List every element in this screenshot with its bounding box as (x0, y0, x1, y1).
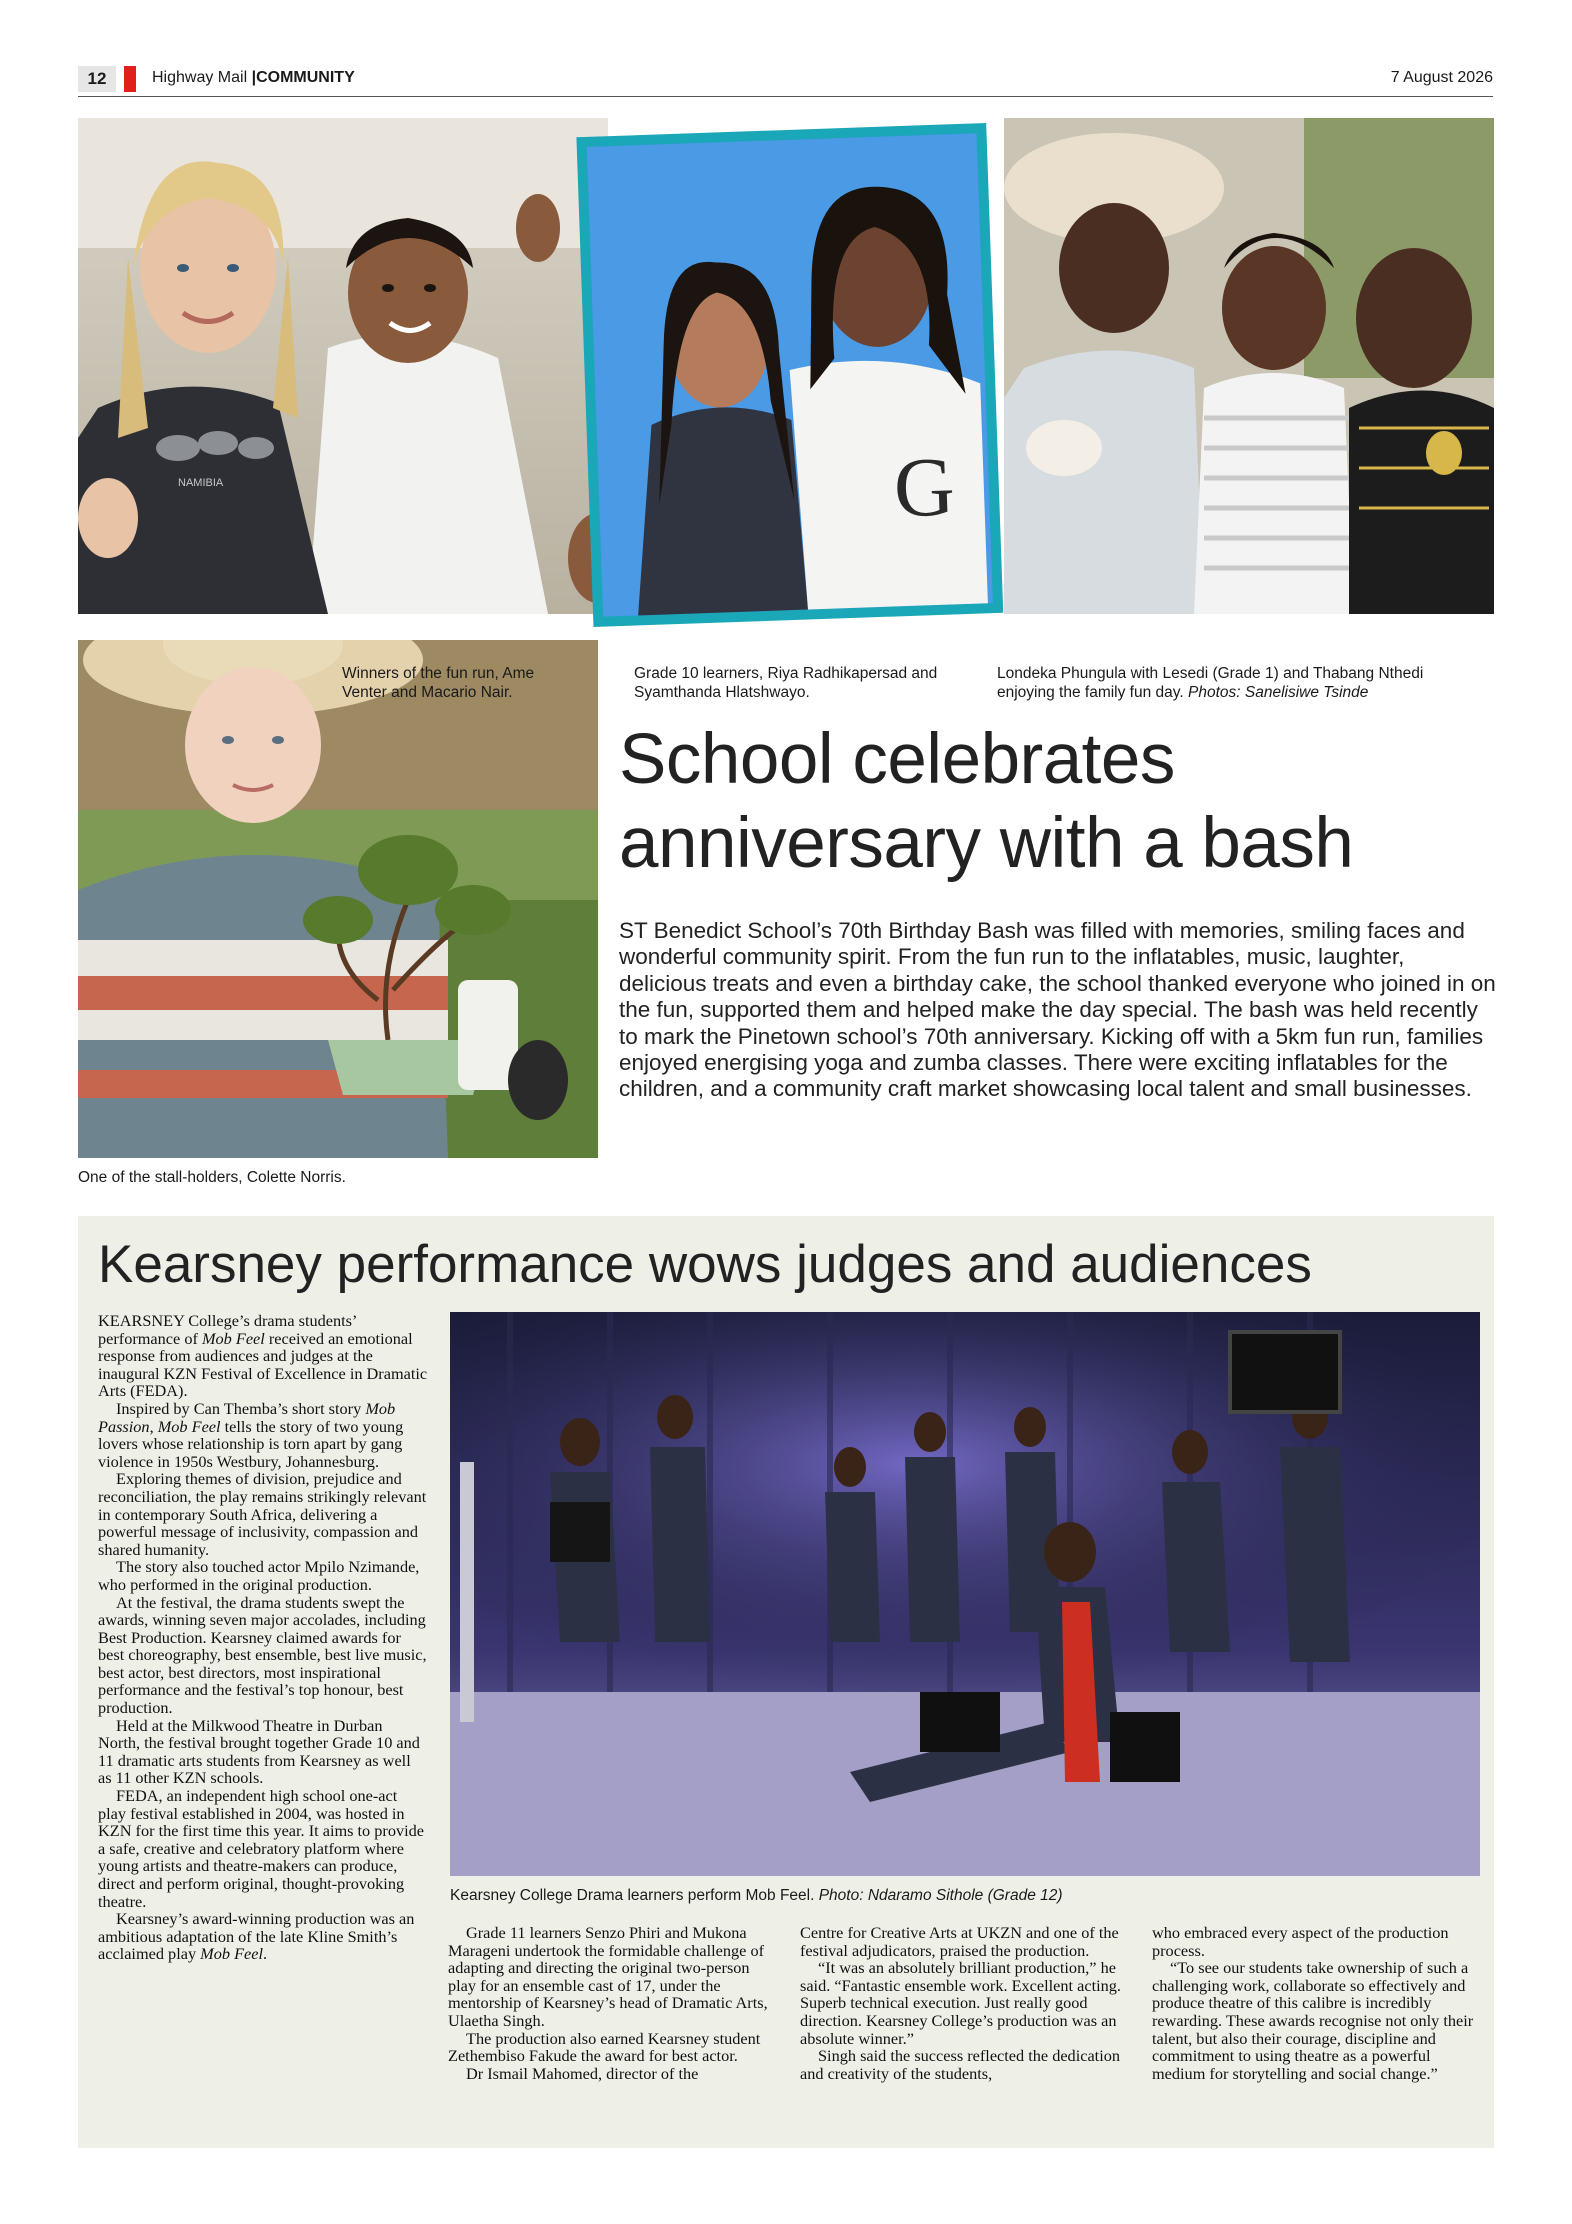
paragraph: who embraced every aspect of the production process. (1152, 1923, 1449, 1960)
text-run: KEARSNEY College’s drama students’ performance of (98, 1311, 357, 1348)
caption-drama-performance (450, 1886, 1480, 1905)
caption-fun-run-winners: Winners of the fun run, Ame Venter and Macario Nair. (342, 665, 535, 701)
photo-fun-run-winners (78, 118, 608, 614)
headline-line-2: anniversary with a bash (619, 804, 1354, 883)
paragraph (98, 1312, 428, 1400)
text-run: Inspired by Can Themba’s short story (116, 1398, 366, 1418)
section-color-marker (124, 66, 136, 92)
article2-box (78, 1216, 1494, 2148)
caption-text: Kearsney College Drama learners perform Mob Feel. (450, 1887, 815, 1904)
text-run: , (149, 1416, 158, 1436)
photo-stall-holder (78, 640, 598, 1158)
text-run: tells the story of two young lovers whose relationship is torn apart by gang violence in 1950s Westbury, Johannesburg. (98, 1416, 404, 1471)
paragraph: Singh said the success reflected the dedication and creativity of the students, (800, 2046, 1121, 2083)
paragraph: “To see our students take ownership of such a challenging work, collaborate so effectively and produce theatre of this calibre is incredibly rewarding. These awards recognise not only their talent, but also their courage, discipline and commitment to using theatre as a powerful medium for storytelling and social change.” (1152, 1958, 1474, 2083)
caption-grade10-learners: Grade 10 learners, Riya Radhikapersad and Syamthanda Hlatshwayo. (634, 665, 938, 701)
story-title: Mob Passion (98, 1398, 396, 1436)
photo-credit: Photo: Ndaramo Sithole (Grade 12) (818, 1887, 1063, 1904)
photo-credit: Photos: Sanelisiwe Tsinde (1188, 684, 1369, 701)
paragraph: FEDA, an independent high school one-act play festival established in 2004, was hosted in KZN for the first time this year. It aims to provide a safe, creative and celebratory platform where young artists and theatre-makers can produce, direct and perform original, thought-provoking theatre. (98, 1786, 425, 1911)
text-run: received an emotional response from audiences and judges at the inaugural KZN Festival of Excellence in Dramatic Arts (FEDA). (98, 1328, 428, 1401)
paragraph: At the festival, the drama students swept the awards, winning seven major accolades, including Best Production. Kearsney claimed awards for best choreography, best ensemble, best live music, best actor, best directors, most inspirational performance and the festival’s top honour, best production. (98, 1592, 427, 1718)
paragraph: Centre for Creative Arts at UKZN and one of the festival adjudicators, praised the production. (800, 1923, 1119, 1960)
play-title: Mob Feel (157, 1416, 221, 1436)
paragraph: The production also earned Kearsney student Zethembiso Fakude the award for best actor. (448, 2028, 761, 2066)
paragraph: Exploring themes of division, prejudice and reconciliation, the play remains strikingly relevant in contemporary South Africa, delivering a powerful message of inclusivity, compassion and shared humanity. (98, 1469, 427, 1559)
caption-text: Londeka Phungula with Lesedi (Grade 1) and Thabang Nthedi enjoying the family fun day. (997, 665, 1424, 701)
photo-drama-performance (450, 1312, 1480, 1876)
photo-grade10-learners (570, 100, 1010, 660)
shirt-print-text: NAMIBIA (178, 477, 224, 489)
publication-name: Highway Mail (152, 69, 248, 86)
article1-headline (619, 718, 1499, 886)
paragraph (98, 1400, 428, 1470)
publication-line (152, 69, 355, 87)
text-run: Kearsney’s award-winning production was an ambitious adaptation of the late Kline Smith’s acclaimed play (98, 1909, 415, 1964)
paragraph: Grade 11 learners Senzo Phiri and Mukona Marageni undertook the formidable challenge of adapting and directing the original two-person play for an ensemble cast of 17, under the mentorship of Kearsney’s head of Dramatic Arts, Ulaetha Singh. (448, 1923, 768, 2030)
article2-column-1 (98, 1312, 428, 1963)
page-header (78, 64, 1493, 97)
play-title: Mob Feel (201, 1328, 265, 1348)
article2-column-3 (800, 1924, 1130, 2082)
page-number: 12 (78, 66, 116, 92)
caption-family-fun-day (997, 664, 1482, 702)
issue-date: 7 August 2026 (1390, 69, 1493, 86)
article2-column-4 (1152, 1924, 1482, 2082)
play-title: Mob Feel (200, 1944, 263, 1964)
article1-body: ST Benedict School’s 70th Birthday Bash was filled with memories, smiling faces and wonderful community spirit. From the fun run to the inflatables, music, laughter, delicious treats and even a birthday cake, the school thanked everyone who joined in on the fun, supported them and helped make the day special. The bash was held recently to mark the Pinetown school’s 70th anniversary. Kicking off with a 5km fun run, families enjoyed energising yoga and zumba classes. There were exciting inflatables for the children, and a community craft market showcasing local talent and small businesses. (619, 918, 1496, 1102)
header-separator: | (251, 69, 257, 86)
svg-text:G: G (892, 440, 957, 536)
headline-line-1: School celebrates (619, 720, 1175, 799)
text-run: . (263, 1944, 268, 1964)
caption-stall-holder: One of the stall-holders, Colette Norris. (78, 1169, 346, 1186)
article2-headline: Kearsney performance wows judges and audiences (98, 1235, 1312, 1294)
paragraph: Dr Ismail Mahomed, director of the (466, 2063, 699, 2083)
paragraph: “It was an absolutely brilliant production,” he said. “Fantastic ensemble work. Excellent acting. Superb technical execution. Just really good direction. Kearsney College’s production was an absolute winner.” (800, 1958, 1121, 2048)
section-name: COMMUNITY (256, 69, 355, 86)
paragraph: Held at the Milkwood Theatre in Durban North, the festival brought together Grade 10 and 11 dramatic arts students from Kearsney as well as 11 other KZN schools. (98, 1715, 420, 1788)
article2-column-2 (448, 1924, 778, 2082)
paragraph (98, 1910, 428, 1963)
photo-family-fun-day (1004, 118, 1494, 614)
paragraph: The story also touched actor Mpilo Nzimande, who performed in the original production. (98, 1557, 420, 1594)
